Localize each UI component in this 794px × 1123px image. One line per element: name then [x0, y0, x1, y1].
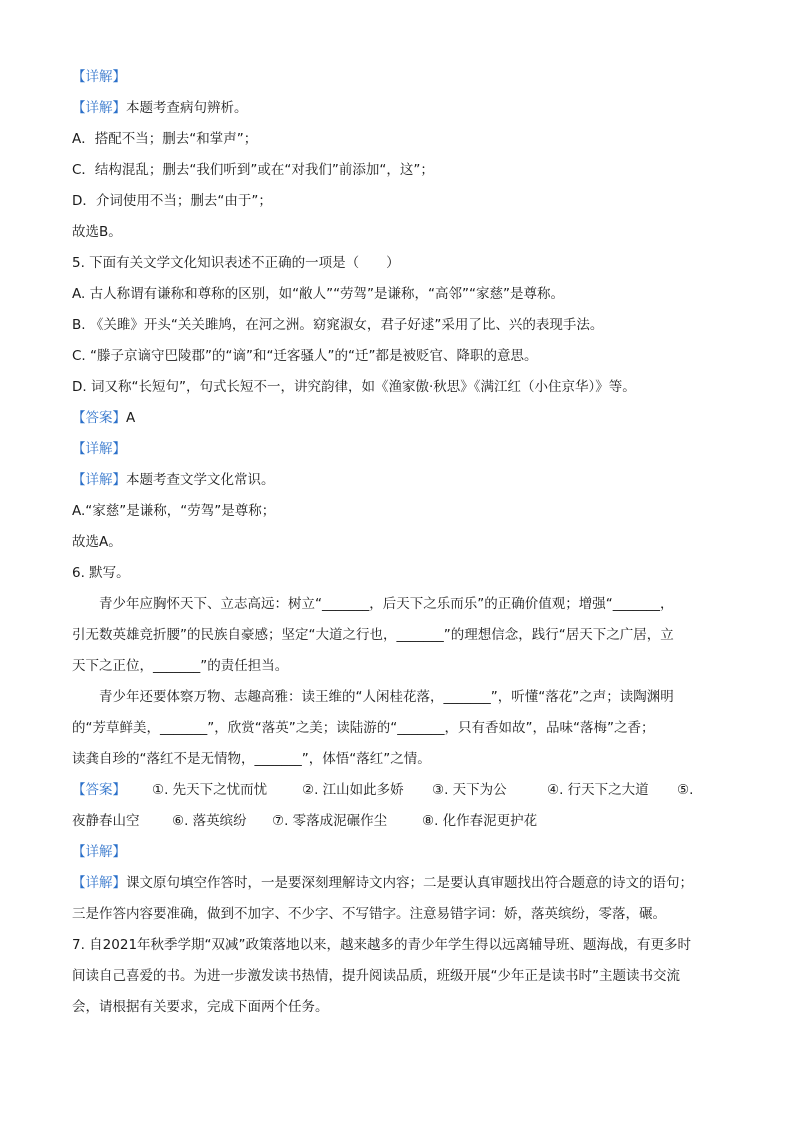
text-line	[72, 62, 732, 93]
answer-item: ②. 江山如此多娇	[302, 782, 404, 798]
section-tag: 【详解】	[72, 100, 126, 116]
line-text: 青少年还要体察万物、志趣高雅：读王维的“人闲桂花落，_______”，听懂“落花”之声；读陶渊明	[99, 689, 674, 705]
line-text: C．结构混乱；删去“我们听到”或在“对我们”前添加“，这”；	[72, 162, 434, 178]
text-line	[72, 744, 732, 775]
text-line	[72, 713, 732, 744]
text-line	[72, 155, 732, 186]
answer-item: ③. 天下为公	[432, 782, 507, 798]
text-line	[72, 589, 732, 620]
answer-item: ④. 行天下之大道	[547, 782, 649, 798]
line-text: A. 古人称谓有谦称和尊称的区别，如“敝人”“劳驾”是谦称，“高邻”“家慈”是尊称。	[72, 286, 565, 302]
text-line	[72, 868, 732, 899]
line-text: A	[126, 410, 136, 426]
line-text: 故选B。	[72, 224, 122, 240]
answer-line	[72, 775, 732, 806]
text-line	[72, 930, 732, 961]
line-text: 课文原句填空作答时，一是要深刻理解诗文内容；二是要认真审题找出符合题意的诗文的语句；	[126, 875, 693, 891]
text-line	[72, 899, 732, 930]
answer-item: ⑥. 落英缤纷	[172, 813, 247, 829]
line-text: 青少年应胸怀天下、立志高远：树立“_______，后天下之乐而乐”的正确价值观；增强“_______，	[99, 596, 674, 612]
line-text: 会，请根据有关要求，完成下面两个任务。	[72, 999, 329, 1015]
line-text: 引无数英雄竞折腰”的民族自豪感；坚定“大道之行也，_______”的理想信念，践行“居天下之广居，立	[72, 627, 674, 643]
line-text: 6. 默写。	[72, 565, 130, 581]
text-line	[72, 527, 732, 558]
section-tag: 【详解】	[72, 69, 126, 85]
section-tag: 【答案】	[72, 410, 126, 426]
text-line	[72, 124, 732, 155]
line-text: C. “滕子京谪守巴陵郡”的“谪”和“迁客骚人”的“迁”都是被贬官、降职的意思。	[72, 348, 538, 364]
answer-item: 夜静春山空	[72, 813, 140, 829]
answer-item: ①. 先天下之忧而忧	[152, 782, 268, 798]
text-line	[72, 682, 732, 713]
text-line	[72, 558, 732, 589]
text-line	[72, 496, 732, 527]
text-line	[72, 465, 732, 496]
line-text: 故选A。	[72, 534, 122, 550]
answer-line	[72, 806, 732, 837]
line-text: 本题考查病句辨析。	[126, 100, 248, 116]
line-text: A．搭配不当；删去“和掌声”；	[72, 131, 258, 147]
text-line	[72, 961, 732, 992]
text-line	[72, 651, 732, 682]
text-line	[72, 372, 732, 403]
line-text: 5. 下面有关文学文化知识表述不正确的一项是（ ）	[72, 255, 400, 271]
line-text: 7. 自2021年秋季学期“双减”政策落地以来，越来越多的青少年学生得以远离辅导班、题海战，有更多时	[72, 937, 692, 953]
line-text: 的“芳草鲜美，_______”，欣赏“落英”之美；读陆游的“_______，只有香如故”，品味“落梅”之香；	[72, 720, 655, 736]
section-tag: 【详解】	[72, 844, 126, 860]
text-line	[72, 992, 732, 1023]
text-line	[72, 93, 732, 124]
section-tag: 【详解】	[72, 472, 126, 488]
line-text: 天下之正位，_______”的责任担当。	[72, 658, 289, 674]
line-text: D．介词使用不当；删去“由于”；	[72, 193, 272, 209]
text-line	[72, 620, 732, 651]
text-line	[72, 434, 732, 465]
text-line	[72, 403, 732, 434]
text-line	[72, 837, 732, 868]
answer-item: ⑤.	[677, 782, 694, 798]
line-text: 间读自己喜爱的书。为进一步激发读书热情，提升阅读品质，班级开展“少年正是读书时”主题读书交流	[72, 968, 680, 984]
text-line	[72, 186, 732, 217]
section-tag: 【答案】	[72, 782, 126, 798]
line-text: B. 《关雎》开头“关关雎鸠，在河之洲。窈窕淑女，君子好逑”采用了比、兴的表现手法。	[72, 317, 604, 333]
answer-item: ⑧. 化作春泥更护花	[422, 813, 538, 829]
line-text: A.“家慈”是谦称，“劳驾”是尊称；	[72, 503, 276, 519]
text-line	[72, 279, 732, 310]
line-text: 三是作答内容要准确，做到不加字、不少字、不写错字。注意易错字词：娇，落英缤纷，零落，碾。	[72, 906, 666, 922]
section-tag: 【详解】	[72, 875, 126, 891]
section-tag: 【详解】	[72, 441, 126, 457]
line-text: D. 词又称“长短句”，句式长短不一，讲究韵律，如《渔家傲·秋思》《满江红（小住京华）》等。	[72, 379, 636, 395]
text-line	[72, 310, 732, 341]
text-line	[72, 248, 732, 279]
text-line	[72, 341, 732, 372]
text-line	[72, 217, 732, 248]
answer-item: ⑦. 零落成泥碾作尘	[272, 813, 388, 829]
line-text: 本题考查文学文化常识。	[126, 472, 275, 488]
document-page	[72, 62, 732, 1023]
line-text: 读龚自珍的“落红不是无情物，_______”，体悟“落红”之情。	[72, 751, 431, 767]
